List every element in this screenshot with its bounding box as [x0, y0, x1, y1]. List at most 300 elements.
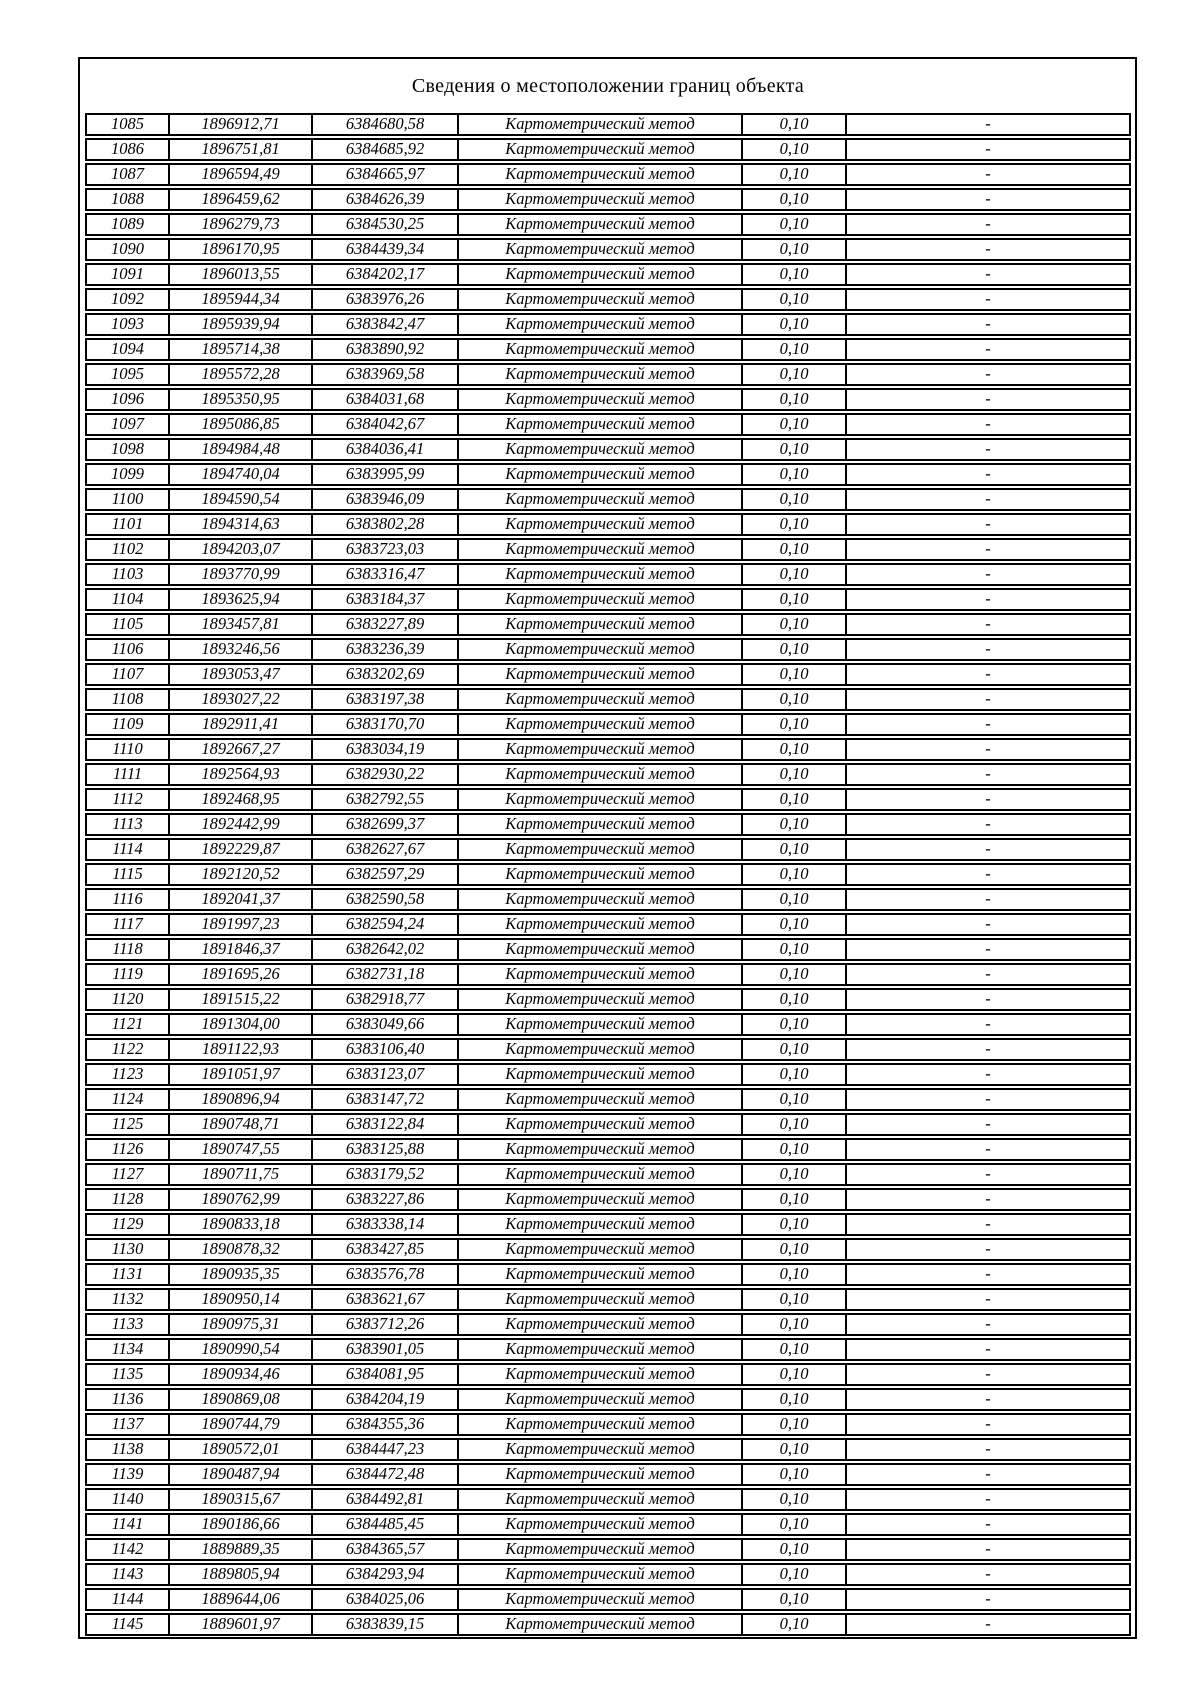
cell-note: - — [985, 340, 991, 359]
cell-x-coordinate: 1890762,99 — [170, 1190, 313, 1209]
cell-point-number: 1143 — [87, 1565, 170, 1584]
cell-method: Картометрический метод — [459, 415, 743, 434]
table-row — [85, 688, 1131, 711]
cell-point-number: 1141 — [87, 1515, 170, 1534]
table-row — [85, 963, 1131, 986]
table-title: Сведения о местоположении границ объекта — [411, 74, 805, 97]
cell-method: Картометрический метод — [459, 890, 743, 909]
cell-y-coordinate: 6384485,45 — [313, 1515, 459, 1534]
cell-y-coordinate: 6383316,47 — [313, 565, 459, 584]
cell-precision: 0,10 — [743, 290, 847, 309]
cell-note: - — [985, 865, 991, 884]
cell-x-coordinate: 1893053,47 — [170, 665, 313, 684]
cell-point-number: 1128 — [87, 1190, 170, 1209]
cell-y-coordinate: 6382594,24 — [313, 915, 459, 934]
cell-method: Картометрический метод — [459, 915, 743, 934]
cell-note: - — [985, 1365, 991, 1384]
cell-precision: 0,10 — [743, 1115, 847, 1134]
cell-y-coordinate: 6383976,26 — [313, 290, 459, 309]
cell-method: Картометрический метод — [459, 940, 743, 959]
cell-x-coordinate: 1889889,35 — [170, 1540, 313, 1559]
cell-x-coordinate: 1891846,37 — [170, 940, 313, 959]
cell-y-coordinate: 6384626,39 — [313, 190, 459, 209]
cell-x-coordinate: 1890934,46 — [170, 1365, 313, 1384]
cell-x-coordinate: 1890990,54 — [170, 1340, 313, 1359]
cell-method: Картометрический метод — [459, 1265, 743, 1284]
cell-note: - — [985, 115, 991, 134]
cell-x-coordinate: 1896751,81 — [170, 140, 313, 159]
cell-method: Картометрический метод — [459, 1565, 743, 1584]
cell-note: - — [985, 940, 991, 959]
cell-method: Картометрический метод — [459, 1365, 743, 1384]
cell-x-coordinate: 1890711,75 — [170, 1165, 313, 1184]
table-row — [85, 888, 1131, 911]
cell-x-coordinate: 1896912,71 — [170, 115, 313, 134]
cell-method: Картометрический метод — [459, 865, 743, 884]
cell-point-number: 1095 — [87, 365, 170, 384]
cell-note: - — [985, 765, 991, 784]
cell-x-coordinate: 1893625,94 — [170, 590, 313, 609]
table-row — [85, 738, 1131, 761]
cell-x-coordinate: 1890975,31 — [170, 1315, 313, 1334]
cell-precision: 0,10 — [743, 115, 847, 134]
table-row — [85, 1313, 1131, 1336]
cell-x-coordinate: 1892229,87 — [170, 840, 313, 859]
cell-method: Картометрический метод — [459, 440, 743, 459]
cell-point-number: 1113 — [87, 815, 170, 834]
cell-x-coordinate: 1890744,79 — [170, 1415, 313, 1434]
table-row — [85, 1413, 1131, 1436]
cell-note: - — [985, 1290, 991, 1309]
cell-method: Картометрический метод — [459, 1315, 743, 1334]
cell-note: - — [985, 165, 991, 184]
cell-x-coordinate: 1896170,95 — [170, 240, 313, 259]
cell-point-number: 1097 — [87, 415, 170, 434]
cell-method: Картометрический метод — [459, 1340, 743, 1359]
cell-y-coordinate: 6384447,23 — [313, 1440, 459, 1459]
cell-point-number: 1089 — [87, 215, 170, 234]
cell-point-number: 1102 — [87, 540, 170, 559]
cell-x-coordinate: 1895350,95 — [170, 390, 313, 409]
cell-method: Картометрический метод — [459, 765, 743, 784]
cell-y-coordinate: 6383946,09 — [313, 490, 459, 509]
cell-x-coordinate: 1891304,00 — [170, 1015, 313, 1034]
table-row — [85, 113, 1131, 136]
cell-precision: 0,10 — [743, 1540, 847, 1559]
cell-y-coordinate: 6384492,81 — [313, 1490, 459, 1509]
table-row — [85, 863, 1131, 886]
cell-note: - — [985, 1115, 991, 1134]
cell-note: - — [985, 615, 991, 634]
cell-method: Картометрический метод — [459, 115, 743, 134]
cell-point-number: 1134 — [87, 1340, 170, 1359]
cell-y-coordinate: 6384685,92 — [313, 140, 459, 159]
cell-x-coordinate: 1895572,28 — [170, 365, 313, 384]
cell-note: - — [985, 1390, 991, 1409]
cell-note: - — [985, 1490, 991, 1509]
cell-x-coordinate: 1890833,18 — [170, 1215, 313, 1234]
cell-method: Картометрический метод — [459, 215, 743, 234]
cell-note: - — [985, 690, 991, 709]
cell-point-number: 1131 — [87, 1265, 170, 1284]
cell-y-coordinate: 6382597,29 — [313, 865, 459, 884]
cell-point-number: 1086 — [87, 140, 170, 159]
cell-x-coordinate: 1895939,94 — [170, 315, 313, 334]
cell-x-coordinate: 1891515,22 — [170, 990, 313, 1009]
cell-note: - — [985, 1540, 991, 1559]
cell-point-number: 1118 — [87, 940, 170, 959]
cell-x-coordinate: 1893246,56 — [170, 640, 313, 659]
cell-point-number: 1136 — [87, 1390, 170, 1409]
cell-note: - — [985, 215, 991, 234]
table-row — [85, 1588, 1131, 1611]
table-row — [85, 263, 1131, 286]
cell-method: Картометрический метод — [459, 340, 743, 359]
cell-precision: 0,10 — [743, 1090, 847, 1109]
table-row — [85, 1463, 1131, 1486]
cell-method: Картометрический метод — [459, 640, 743, 659]
cell-note: - — [985, 790, 991, 809]
table-row — [85, 913, 1131, 936]
cell-point-number: 1126 — [87, 1140, 170, 1159]
cell-method: Картометрический метод — [459, 1515, 743, 1534]
cell-x-coordinate: 1890935,35 — [170, 1265, 313, 1284]
cell-note: - — [985, 265, 991, 284]
cell-y-coordinate: 6384036,41 — [313, 440, 459, 459]
cell-method: Картометрический метод — [459, 140, 743, 159]
cell-y-coordinate: 6382699,37 — [313, 815, 459, 834]
cell-note: - — [985, 465, 991, 484]
cell-method: Картометрический метод — [459, 540, 743, 559]
cell-note: - — [985, 240, 991, 259]
cell-note: - — [985, 290, 991, 309]
cell-note: - — [985, 1440, 991, 1459]
cell-point-number: 1133 — [87, 1315, 170, 1334]
cell-note: - — [985, 1015, 991, 1034]
cell-note: - — [985, 715, 991, 734]
cell-note: - — [985, 1340, 991, 1359]
table-row — [85, 1363, 1131, 1386]
cell-y-coordinate: 6383576,78 — [313, 1265, 459, 1284]
cell-point-number: 1108 — [87, 690, 170, 709]
cell-note: - — [985, 515, 991, 534]
cell-y-coordinate: 6384081,95 — [313, 1365, 459, 1384]
cell-note: - — [985, 1590, 991, 1609]
cell-x-coordinate: 1889805,94 — [170, 1565, 313, 1584]
cell-precision: 0,10 — [743, 1415, 847, 1434]
cell-point-number: 1111 — [87, 765, 170, 784]
cell-note: - — [985, 740, 991, 759]
cell-point-number: 1087 — [87, 165, 170, 184]
cell-point-number: 1091 — [87, 265, 170, 284]
cell-precision: 0,10 — [743, 1565, 847, 1584]
cell-method: Картометрический метод — [459, 815, 743, 834]
cell-x-coordinate: 1890869,08 — [170, 1390, 313, 1409]
cell-method: Картометрический метод — [459, 290, 743, 309]
cell-x-coordinate: 1892667,27 — [170, 740, 313, 759]
cell-note: - — [985, 1265, 991, 1284]
cell-note: - — [985, 415, 991, 434]
table-row — [85, 713, 1131, 736]
cell-y-coordinate: 6382930,22 — [313, 765, 459, 784]
cell-point-number: 1092 — [87, 290, 170, 309]
table-row — [85, 413, 1131, 436]
table-row — [85, 1038, 1131, 1061]
cell-precision: 0,10 — [743, 1315, 847, 1334]
cell-precision: 0,10 — [743, 190, 847, 209]
coordinate-rows — [85, 113, 1131, 1636]
cell-method: Картометрический метод — [459, 1040, 743, 1059]
cell-method: Картометрический метод — [459, 1390, 743, 1409]
cell-x-coordinate: 1895086,85 — [170, 415, 313, 434]
cell-note: - — [985, 1565, 991, 1584]
cell-point-number: 1144 — [87, 1590, 170, 1609]
cell-method: Картометрический метод — [459, 565, 743, 584]
table-row — [85, 388, 1131, 411]
cell-precision: 0,10 — [743, 790, 847, 809]
cell-x-coordinate: 1892564,93 — [170, 765, 313, 784]
cell-note: - — [985, 1240, 991, 1259]
cell-note: - — [985, 1040, 991, 1059]
table-row — [85, 663, 1131, 686]
cell-note: - — [985, 1615, 991, 1634]
cell-x-coordinate: 1895714,38 — [170, 340, 313, 359]
cell-point-number: 1101 — [87, 515, 170, 534]
cell-method: Картометрический метод — [459, 840, 743, 859]
cell-note: - — [985, 315, 991, 334]
cell-y-coordinate: 6383106,40 — [313, 1040, 459, 1059]
cell-point-number: 1085 — [87, 115, 170, 134]
cell-method: Картометрический метод — [459, 315, 743, 334]
cell-y-coordinate: 6384293,94 — [313, 1565, 459, 1584]
cell-point-number: 1138 — [87, 1440, 170, 1459]
cell-method: Картометрический метод — [459, 390, 743, 409]
cell-point-number: 1145 — [87, 1615, 170, 1634]
cell-precision: 0,10 — [743, 865, 847, 884]
cell-method: Картометрический метод — [459, 1090, 743, 1109]
cell-precision: 0,10 — [743, 815, 847, 834]
cell-note: - — [985, 1140, 991, 1159]
cell-x-coordinate: 1890878,32 — [170, 1240, 313, 1259]
cell-method: Картометрический метод — [459, 165, 743, 184]
cell-point-number: 1119 — [87, 965, 170, 984]
cell-x-coordinate: 1889644,06 — [170, 1590, 313, 1609]
cell-method: Картометрический метод — [459, 1115, 743, 1134]
cell-precision: 0,10 — [743, 765, 847, 784]
cell-precision: 0,10 — [743, 315, 847, 334]
cell-precision: 0,10 — [743, 1490, 847, 1509]
cell-y-coordinate: 6383197,38 — [313, 690, 459, 709]
cell-point-number: 1132 — [87, 1290, 170, 1309]
cell-precision: 0,10 — [743, 565, 847, 584]
cell-method: Картометрический метод — [459, 665, 743, 684]
cell-method: Картометрический метод — [459, 1590, 743, 1609]
cell-note: - — [985, 390, 991, 409]
cell-note: - — [985, 1515, 991, 1534]
cell-precision: 0,10 — [743, 690, 847, 709]
cell-point-number: 1096 — [87, 390, 170, 409]
table-row — [85, 1213, 1131, 1236]
table-row — [85, 463, 1131, 486]
table-row — [85, 513, 1131, 536]
cell-precision: 0,10 — [743, 915, 847, 934]
cell-y-coordinate: 6383179,52 — [313, 1165, 459, 1184]
cell-y-coordinate: 6383123,07 — [313, 1065, 459, 1084]
cell-precision: 0,10 — [743, 615, 847, 634]
table-row — [85, 788, 1131, 811]
cell-method: Картометрический метод — [459, 1215, 743, 1234]
cell-precision: 0,10 — [743, 1065, 847, 1084]
cell-x-coordinate: 1893027,22 — [170, 690, 313, 709]
cell-y-coordinate: 6384472,48 — [313, 1465, 459, 1484]
cell-method: Картометрический метод — [459, 1440, 743, 1459]
cell-point-number: 1116 — [87, 890, 170, 909]
table-row — [85, 1563, 1131, 1586]
cell-method: Картометрический метод — [459, 1240, 743, 1259]
cell-y-coordinate: 6384365,57 — [313, 1540, 459, 1559]
cell-y-coordinate: 6384025,06 — [313, 1590, 459, 1609]
cell-point-number: 1110 — [87, 740, 170, 759]
table-row — [85, 338, 1131, 361]
cell-note: - — [985, 1315, 991, 1334]
cell-precision: 0,10 — [743, 390, 847, 409]
cell-x-coordinate: 1893457,81 — [170, 615, 313, 634]
cell-method: Картометрический метод — [459, 515, 743, 534]
cell-precision: 0,10 — [743, 1040, 847, 1059]
cell-method: Картометрический метод — [459, 265, 743, 284]
table-row — [85, 1013, 1131, 1036]
table-row — [85, 1613, 1131, 1636]
cell-y-coordinate: 6383802,28 — [313, 515, 459, 534]
cell-y-coordinate: 6382627,67 — [313, 840, 459, 859]
cell-y-coordinate: 6383969,58 — [313, 365, 459, 384]
cell-x-coordinate: 1890747,55 — [170, 1140, 313, 1159]
cell-precision: 0,10 — [743, 215, 847, 234]
cell-precision: 0,10 — [743, 740, 847, 759]
cell-x-coordinate: 1894203,07 — [170, 540, 313, 559]
cell-method: Картометрический метод — [459, 1190, 743, 1209]
cell-precision: 0,10 — [743, 1215, 847, 1234]
cell-y-coordinate: 6383034,19 — [313, 740, 459, 759]
cell-x-coordinate: 1890186,66 — [170, 1515, 313, 1534]
cell-precision: 0,10 — [743, 465, 847, 484]
cell-y-coordinate: 6384439,34 — [313, 240, 459, 259]
cell-method: Картометрический метод — [459, 490, 743, 509]
cell-y-coordinate: 6383842,47 — [313, 315, 459, 334]
cell-x-coordinate: 1892041,37 — [170, 890, 313, 909]
cell-point-number: 1135 — [87, 1365, 170, 1384]
cell-point-number: 1105 — [87, 615, 170, 634]
table-row — [85, 238, 1131, 261]
cell-x-coordinate: 1896459,62 — [170, 190, 313, 209]
cell-y-coordinate: 6383227,86 — [313, 1190, 459, 1209]
table-row — [85, 138, 1131, 161]
table-row — [85, 288, 1131, 311]
cell-y-coordinate: 6383049,66 — [313, 1015, 459, 1034]
cell-precision: 0,10 — [743, 1165, 847, 1184]
cell-precision: 0,10 — [743, 715, 847, 734]
cell-point-number: 1090 — [87, 240, 170, 259]
cell-note: - — [985, 1415, 991, 1434]
table-row — [85, 638, 1131, 661]
cell-point-number: 1099 — [87, 465, 170, 484]
table-row — [85, 613, 1131, 636]
cell-note: - — [985, 1090, 991, 1109]
cell-point-number: 1122 — [87, 1040, 170, 1059]
cell-precision: 0,10 — [743, 1590, 847, 1609]
cell-point-number: 1114 — [87, 840, 170, 859]
cell-precision: 0,10 — [743, 1265, 847, 1284]
cell-method: Картометрический метод — [459, 740, 743, 759]
cell-method: Картометрический метод — [459, 790, 743, 809]
cell-method: Картометрический метод — [459, 715, 743, 734]
cell-point-number: 1106 — [87, 640, 170, 659]
cell-method: Картометрический метод — [459, 1540, 743, 1559]
table-row — [85, 363, 1131, 386]
cell-y-coordinate: 6382792,55 — [313, 790, 459, 809]
cell-note: - — [985, 915, 991, 934]
cell-note: - — [985, 490, 991, 509]
cell-y-coordinate: 6382731,18 — [313, 965, 459, 984]
cell-note: - — [985, 140, 991, 159]
table-row — [85, 1113, 1131, 1136]
table-row — [85, 1188, 1131, 1211]
cell-y-coordinate: 6383184,37 — [313, 590, 459, 609]
cell-x-coordinate: 1892468,95 — [170, 790, 313, 809]
cell-y-coordinate: 6383170,70 — [313, 715, 459, 734]
cell-precision: 0,10 — [743, 1190, 847, 1209]
table-row — [85, 1138, 1131, 1161]
cell-method: Картометрический метод — [459, 1415, 743, 1434]
cell-precision: 0,10 — [743, 990, 847, 1009]
cell-method: Картометрический метод — [459, 965, 743, 984]
cell-note: - — [985, 840, 991, 859]
cell-precision: 0,10 — [743, 340, 847, 359]
cell-y-coordinate: 6383202,69 — [313, 665, 459, 684]
cell-y-coordinate: 6382918,77 — [313, 990, 459, 1009]
cell-point-number: 1088 — [87, 190, 170, 209]
cell-precision: 0,10 — [743, 365, 847, 384]
cell-point-number: 1120 — [87, 990, 170, 1009]
cell-note: - — [985, 1165, 991, 1184]
cell-y-coordinate: 6383890,92 — [313, 340, 459, 359]
cell-point-number: 1103 — [87, 565, 170, 584]
cell-precision: 0,10 — [743, 415, 847, 434]
cell-point-number: 1137 — [87, 1415, 170, 1434]
cell-y-coordinate: 6383338,14 — [313, 1215, 459, 1234]
cell-note: - — [985, 1190, 991, 1209]
cell-method: Картометрический метод — [459, 190, 743, 209]
cell-precision: 0,10 — [743, 165, 847, 184]
cell-y-coordinate: 6383995,99 — [313, 465, 459, 484]
cell-point-number: 1093 — [87, 315, 170, 334]
table-row — [85, 1513, 1131, 1536]
cell-precision: 0,10 — [743, 1515, 847, 1534]
cell-y-coordinate: 6383427,85 — [313, 1240, 459, 1259]
cell-method: Картометрический метод — [459, 365, 743, 384]
cell-y-coordinate: 6384530,25 — [313, 215, 459, 234]
cell-point-number: 1123 — [87, 1065, 170, 1084]
table-row — [85, 1238, 1131, 1261]
cell-precision: 0,10 — [743, 1440, 847, 1459]
table-row — [85, 563, 1131, 586]
cell-x-coordinate: 1896013,55 — [170, 265, 313, 284]
cell-precision: 0,10 — [743, 1365, 847, 1384]
table-row — [85, 1488, 1131, 1511]
cell-y-coordinate: 6382642,02 — [313, 940, 459, 959]
cell-point-number: 1130 — [87, 1240, 170, 1259]
cell-method: Картометрический метод — [459, 1165, 743, 1184]
